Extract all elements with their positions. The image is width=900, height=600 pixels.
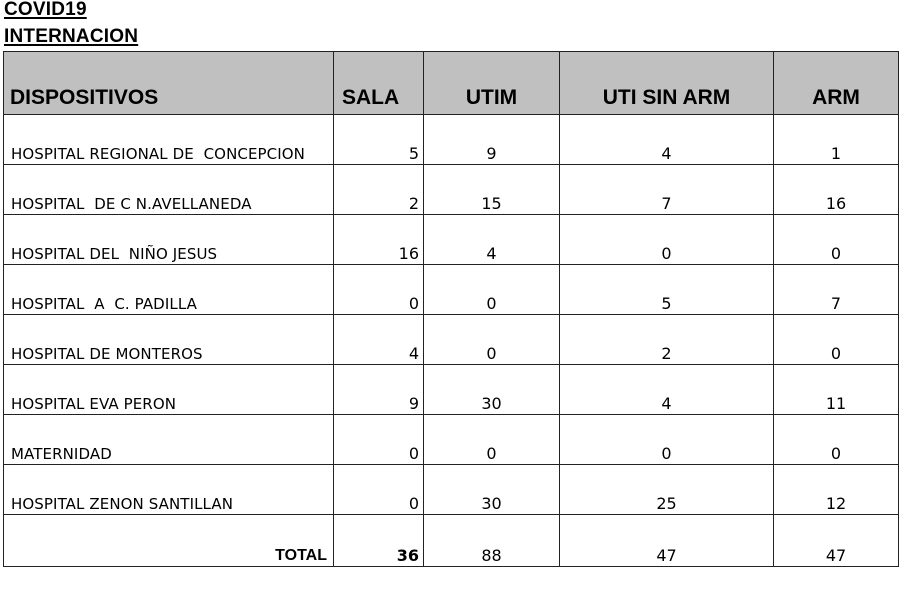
cell-sala: 5 [334,115,424,165]
document-subtitle: INTERNACION [4,26,139,47]
cell-uti-sin-arm: 5 [560,265,774,315]
row-name: HOSPITAL A C. PADILLA [4,265,334,315]
row-name: HOSPITAL DEL NIÑO JESUS [4,215,334,265]
row-name: HOSPITAL REGIONAL DE CONCEPCION [4,115,334,165]
cell-utim: 0 [424,265,560,315]
total-arm: 47 [774,515,899,567]
table-row [4,315,899,365]
total-uti-sin-arm: 47 [560,515,774,567]
total-utim: 88 [424,515,560,567]
table-row [4,265,899,315]
cell-uti-sin-arm: 0 [560,215,774,265]
cell-uti-sin-arm: 7 [560,165,774,215]
cell-utim: 30 [424,365,560,415]
cell-sala: 9 [334,365,424,415]
table-row [4,415,899,465]
table-row [4,165,899,215]
table-row [4,365,899,415]
column-header-utim: UTIM [424,52,560,115]
row-name: HOSPITAL EVA PERON [4,365,334,415]
total-label: TOTAL [4,515,334,567]
cell-uti-sin-arm: 4 [560,115,774,165]
cell-sala: 0 [334,265,424,315]
document-title: COVID19 [4,0,87,20]
cell-uti-sin-arm: 2 [560,315,774,365]
cell-sala: 2 [334,165,424,215]
row-name: HOSPITAL DE C N.AVELLANEDA [4,165,334,215]
cell-uti-sin-arm: 25 [560,465,774,515]
row-name: MATERNIDAD [4,415,334,465]
cell-utim: 4 [424,215,560,265]
row-name: HOSPITAL ZENON SANTILLAN [4,465,334,515]
internacion-table [3,51,899,567]
cell-arm: 12 [774,465,899,515]
total-row [4,515,899,567]
column-header-arm: ARM [774,52,899,115]
cell-uti-sin-arm: 4 [560,365,774,415]
cell-arm: 7 [774,265,899,315]
cell-arm: 0 [774,315,899,365]
cell-utim: 0 [424,315,560,365]
column-header-dispositivos: DISPOSITIVOS [4,52,334,115]
header-row [4,52,899,115]
table-row [4,465,899,515]
cell-arm: 0 [774,215,899,265]
cell-arm: 0 [774,415,899,465]
cell-utim: 0 [424,415,560,465]
column-header-sala: SALA [334,52,424,115]
cell-arm: 11 [774,365,899,415]
table-row [4,115,899,165]
row-name: HOSPITAL DE MONTEROS [4,315,334,365]
cell-arm: 1 [774,115,899,165]
cell-utim: 9 [424,115,560,165]
cell-uti-sin-arm: 0 [560,415,774,465]
cell-sala: 16 [334,215,424,265]
total-sala: 36 [334,515,424,567]
cell-utim: 15 [424,165,560,215]
cell-sala: 4 [334,315,424,365]
cell-sala: 0 [334,415,424,465]
table-row [4,215,899,265]
cell-arm: 16 [774,165,899,215]
cell-utim: 30 [424,465,560,515]
cell-sala: 0 [334,465,424,515]
column-header-uti-sin-arm: UTI SIN ARM [560,52,774,115]
